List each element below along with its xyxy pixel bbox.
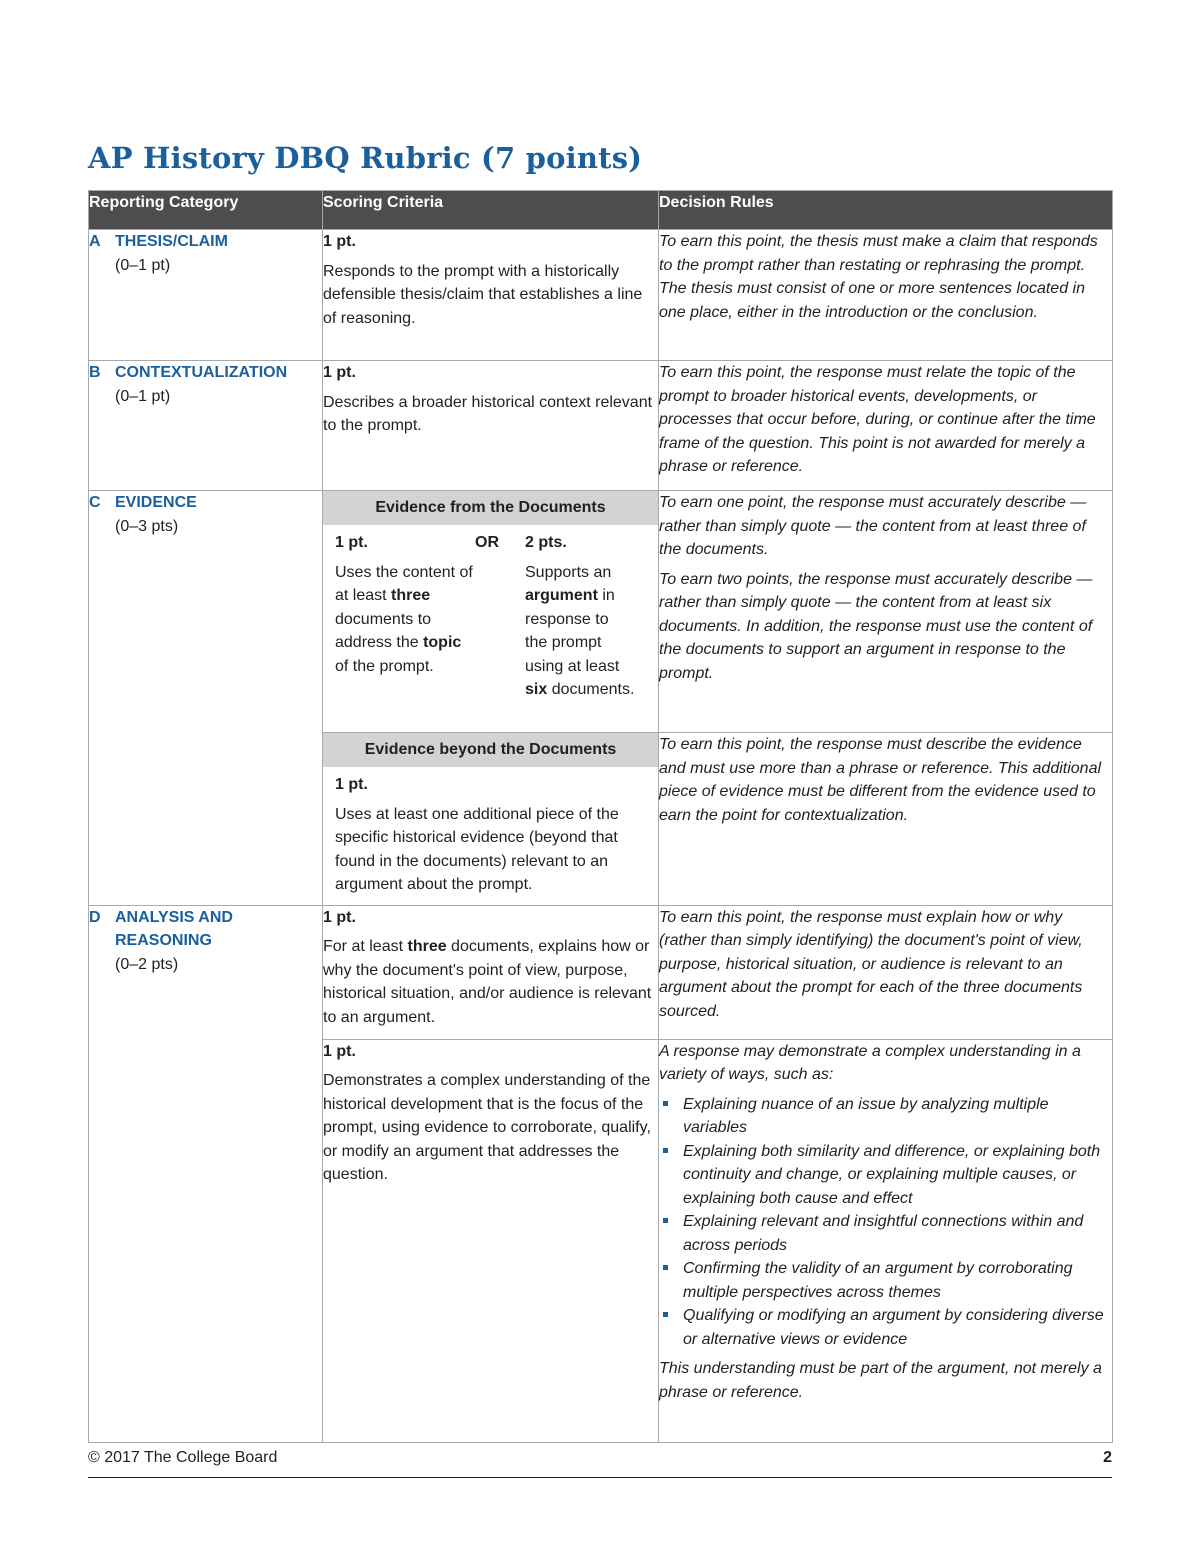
list-item: Explaining both similarity and difference, or explaining both continuity and change, or explaining multiple causes, or explaining both cause and effect — [659, 1140, 1112, 1211]
rule-intro: A response may demonstrate a complex understanding in a variety of ways, such as: — [659, 1042, 1081, 1083]
header-reporting-category: Reporting Category — [89, 191, 323, 230]
criteria-thesis — [323, 230, 659, 361]
points-label: 2 pts. — [525, 534, 567, 551]
rule-text: To earn this point, the response must explain how or why (rather than simply identifying) the document's point of view, purpose, historical situation, or audience is relevant to an argument about the prompt for each of the three documents sourced. — [659, 908, 1083, 1020]
points-label: 1 pt. — [323, 233, 356, 250]
points-label: 1 pt. — [323, 364, 356, 381]
criteria-text: Uses at least one additional piece of the specific historical evidence (beyond that found in the documents) relevant to an argument about the prompt. — [335, 805, 619, 893]
header-decision-rules: Decision Rules — [659, 191, 1113, 230]
rule-text: To earn one point, the response must accurately describe — rather than simply quote — the content from at least three of the documents. — [659, 494, 1087, 558]
category-name: THESIS/CLAIM — [115, 233, 228, 250]
category-evidence — [89, 491, 323, 906]
criteria-evidence-beyond — [323, 733, 659, 906]
list-item: Explaining nuance of an issue by analyzing multiple variables — [659, 1093, 1112, 1140]
category-thesis — [89, 230, 323, 361]
criteria-option-one — [335, 531, 475, 702]
criteria-text: For at least three documents, explains how or why the document's point of view, purpose, historical situation, and/or audience is relevant to an argument. — [323, 938, 652, 1026]
header-scoring-criteria: Scoring Criteria — [323, 191, 659, 230]
list-item: Confirming the validity of an argument by corroborating multiple perspectives across themes — [659, 1257, 1112, 1304]
points-label: 1 pt. — [335, 534, 368, 551]
rule-text: To earn this point, the response must relate the topic of the prompt to broader historical events, developments, or processes that occur before, during, or continue after the time frame of the question. This point is not awarded for merely a phrase or reference. — [659, 364, 1096, 475]
category-name: EVIDENCE — [115, 494, 197, 511]
complexity-list — [659, 1093, 1112, 1352]
category-name: ANALYSIS AND REASONING — [115, 908, 233, 949]
category-letter: D — [89, 908, 101, 926]
row-contextualization — [89, 361, 1113, 491]
rule-text: To earn this point, the response must describe the evidence and must use more than a phrase or reference. This additional piece of evidence must be different from the evidence used to earn the point for contextualization. — [659, 736, 1102, 824]
category-range: (0–3 pts) — [115, 517, 179, 535]
category-analysis — [89, 905, 323, 1442]
criteria-text: Demonstrates a complex understanding of the historical development that is the focus of the prompt, using evidence to corroborate, qualify, or modify an argument that addresses the question. — [323, 1072, 651, 1183]
row-evidence-docs — [89, 491, 1113, 733]
rule-evidence-beyond — [659, 733, 1113, 906]
category-contextualization — [89, 361, 323, 491]
rule-contextualization — [659, 361, 1113, 491]
criteria-text: Describes a broader historical context relevant to the prompt. — [323, 393, 653, 434]
rule-analysis-sourcing — [659, 905, 1113, 1039]
category-letter: B — [89, 364, 101, 381]
page-title: AP History DBQ Rubric (7 points) — [88, 141, 643, 175]
rule-text: To earn this point, the thesis must make a claim that responds to the prompt rather than restating or rephrasing the prompt. The thesis must consist of one or more sentences located in one place, either in the introduction or the conclusion. — [659, 233, 1098, 321]
copyright: © 2017 The College Board — [88, 1449, 278, 1466]
list-item: Explaining relevant and insightful connections within and across periods — [659, 1210, 1112, 1257]
subheading-evidence-beyond: Evidence beyond the Documents — [323, 733, 658, 767]
rubric-table — [88, 190, 1113, 1443]
criteria-text: Uses the content of at least three documents to address the topic of the prompt. — [335, 563, 473, 675]
category-range: (0–2 pts) — [115, 955, 179, 973]
row-analysis-sourcing — [89, 905, 1113, 1039]
row-thesis — [89, 230, 1113, 361]
or-label: OR — [475, 534, 499, 551]
category-name: CONTEXTUALIZATION — [115, 364, 288, 381]
criteria-analysis-sourcing — [323, 905, 659, 1039]
rule-outro: This understanding must be part of the argument, not merely a phrase or reference. — [659, 1360, 1102, 1401]
category-letter: C — [89, 494, 101, 511]
criteria-text: Supports an argument in response to the prompt using at least six documents. — [525, 563, 635, 698]
rule-thesis — [659, 230, 1113, 361]
criteria-option-two — [525, 531, 635, 702]
rule-text: To earn two points, the response must accurately describe — rather than simply quote — the content from at least six documents. In addition, the response must use the content of the documents to support an argument in response to the prompt. — [659, 570, 1093, 682]
points-label: 1 pt. — [323, 1042, 356, 1060]
criteria-evidence-docs — [323, 491, 659, 733]
list-item: Qualifying or modifying an argument by considering diverse or alternative views or evidence — [659, 1304, 1112, 1351]
points-label: 1 pt. — [323, 908, 356, 926]
criteria-text: Responds to the prompt with a historically defensible thesis/claim that establishes a line of reasoning. — [323, 262, 643, 327]
criteria-contextualization — [323, 361, 659, 491]
table-header-row — [89, 191, 1113, 230]
category-range: (0–1 pt) — [115, 256, 171, 274]
points-label: 1 pt. — [335, 776, 368, 793]
category-range: (0–1 pt) — [115, 387, 171, 405]
page-footer — [88, 1447, 1112, 1478]
rule-evidence-docs — [659, 491, 1113, 733]
category-letter: A — [89, 233, 101, 250]
criteria-analysis-complexity — [323, 1039, 659, 1442]
page-number: 2 — [1103, 1449, 1112, 1466]
rule-analysis-complexity — [659, 1039, 1113, 1442]
subheading-evidence-documents: Evidence from the Documents — [323, 491, 658, 525]
